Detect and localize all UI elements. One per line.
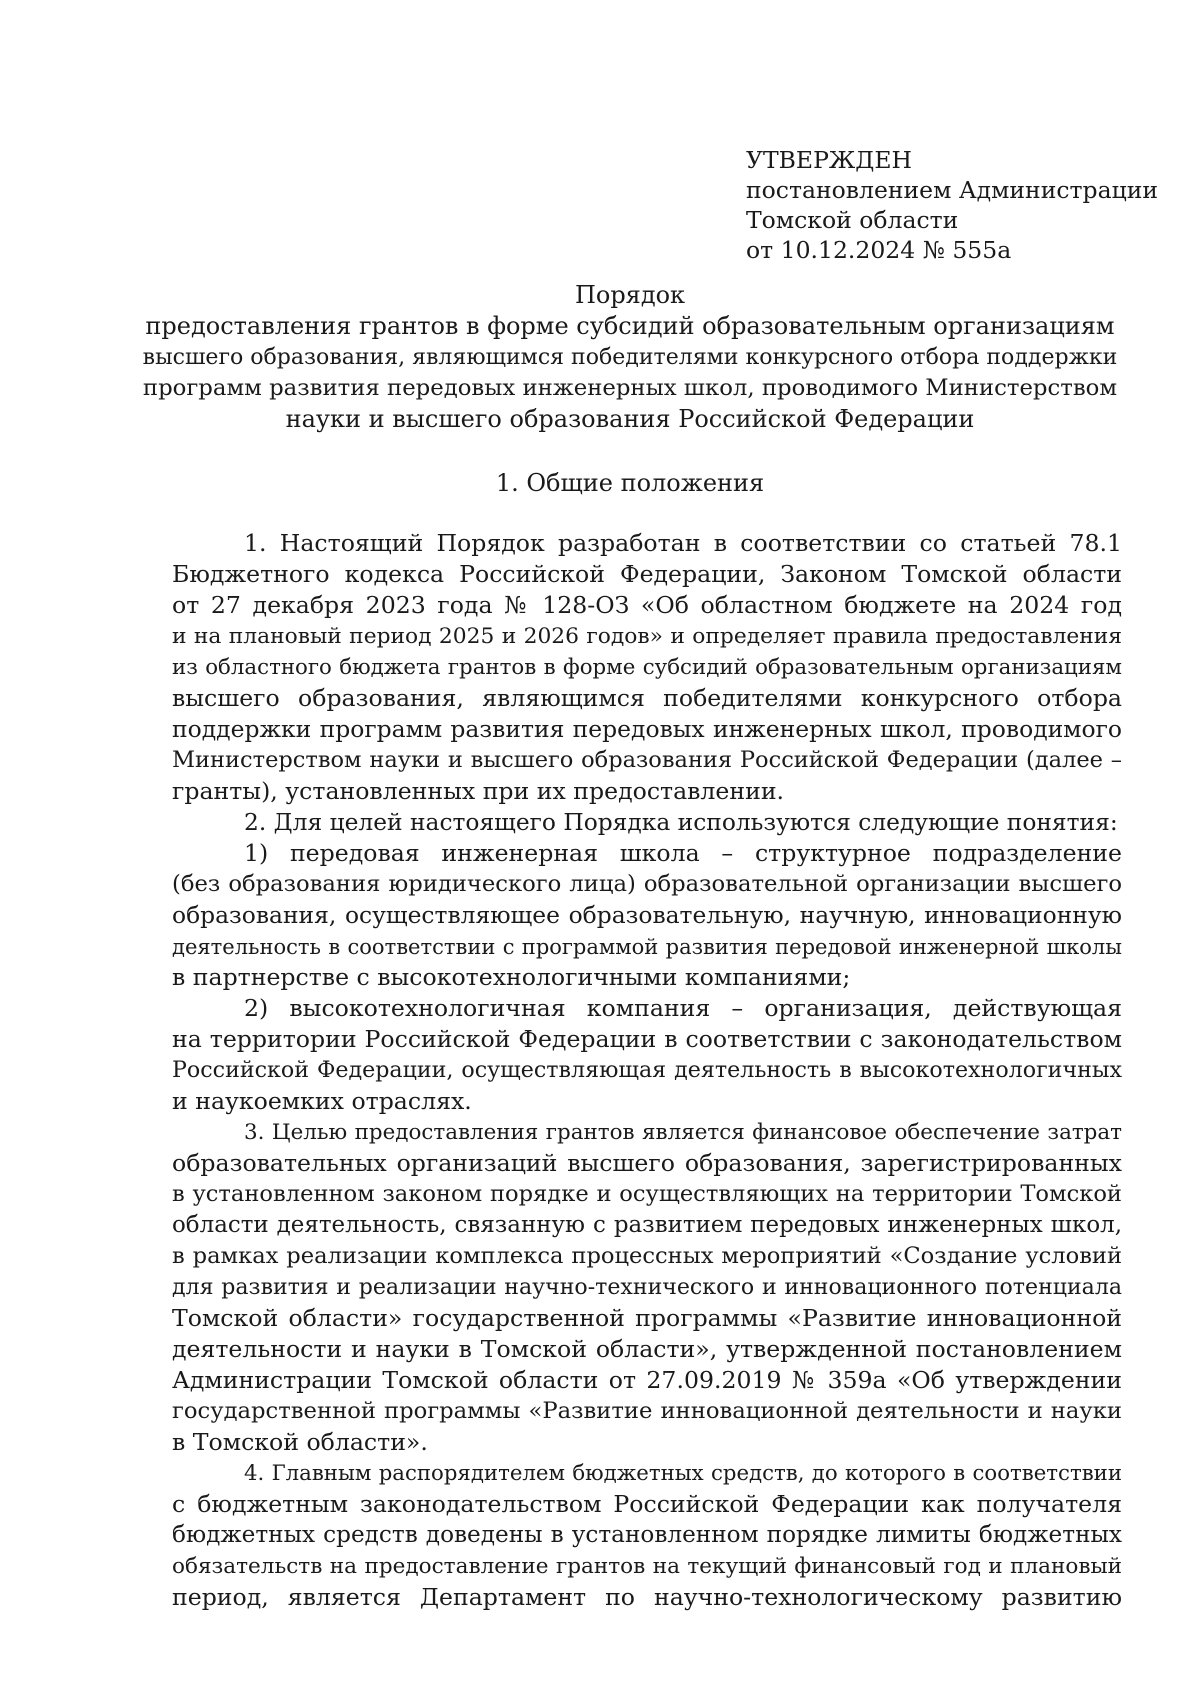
title-line: программ развития передовых инженерных школ, проводимого Министерством [142, 375, 1118, 401]
paragraph-line: Бюджетного кодекса Российской Федерации, Законом Томской области [172, 560, 1122, 588]
paragraph-line: период, является Департамент по научно-технологическому развитию [172, 1583, 1122, 1611]
paragraph-line: Администрации Томской области от 27.09.2019 № 359а «Об утверждении [172, 1366, 1122, 1394]
section-heading: 1. Общие положения [495, 469, 765, 497]
paragraph-line: в Томской области». [172, 1428, 428, 1456]
paragraph-line: из областного бюджета грантов в форме субсидий образовательным организациям [172, 655, 1122, 680]
paragraph-line: деятельность в соответствии с программой развития передовой инженерной школы [172, 934, 1122, 959]
approval-line: постановлением Администрации [746, 176, 1159, 204]
paragraph-line: 2) высокотехнологичная компания – организация, действующая [244, 994, 1122, 1022]
paragraph-line: с бюджетным законодательством Российской Федерации как получателя [172, 1490, 1122, 1518]
approval-stamp [746, 145, 1166, 265]
document-title [140, 280, 1120, 435]
paragraph-line: бюджетных средств доведены в установленном порядке лимиты бюджетных [172, 1522, 1122, 1548]
paragraph-line: высшего образования, являющимся победителями конкурсного отбора [172, 684, 1122, 712]
paragraph-line: 1. Настоящий Порядок разработан в соответствии со статьей 78.1 [244, 529, 1122, 557]
paragraph-line: области деятельность, связанную с развитием передовых инженерных школ, [172, 1212, 1122, 1238]
title-line: высшего образования, являющимся победителями конкурсного отбора поддержки [142, 345, 1118, 370]
paragraph-line: в рамках реализации комплекса процессных мероприятий «Создание условий [172, 1243, 1122, 1269]
approval-date: от 10.12.2024 № 555а [746, 236, 1012, 264]
paragraph-line: деятельности и науки в Томской области», утвержденной постановлением [172, 1335, 1122, 1363]
paragraph-line: и на плановый период 2025 и 2026 годов» и определяет правила предоставления [172, 624, 1122, 649]
title-line: Порядок [574, 281, 686, 309]
paragraph-line: Томской области» государственной программы «Развитие инновационной [172, 1304, 1122, 1332]
paragraph-line: поддержки программ развития передовых инженерных школ, проводимого [172, 715, 1122, 743]
paragraph-line: Российской Федерации, осуществляющая деятельность в высокотехнологичных [172, 1057, 1122, 1083]
title-line: науки и высшего образования Российской Федерации [285, 405, 975, 433]
paragraph-line: 3. Целью предоставления грантов является финансовое обеспечение затрат [244, 1120, 1122, 1145]
paragraph-line: Министерством науки и высшего образования Российской Федерации (далее – [172, 747, 1122, 773]
paragraph-line: образования, осуществляющее образовательную, научную, инновационную [172, 901, 1122, 929]
paragraph-line: 2. Для целей настоящего Порядка используются следующие понятия: [244, 808, 1118, 836]
paragraph-line: 4. Главным распорядителем бюджетных средств, до которого в соответствии [244, 1461, 1122, 1486]
title-line: предоставления грантов в форме субсидий образовательным организациям [145, 312, 1115, 340]
paragraph-line: 1) передовая инженерная школа – структурное подразделение [244, 839, 1122, 867]
paragraph-line: (без образования юридического лица) образовательной организации высшего [172, 871, 1122, 897]
paragraph-line: от 27 декабря 2023 года № 128-ОЗ «Об областном бюджете на 2024 год [172, 591, 1122, 619]
paragraph-line: на территории Российской Федерации в соответствии с законодательством [172, 1025, 1122, 1053]
approval-line: Томской области [746, 206, 959, 234]
approval-title: УТВЕРЖДЕН [746, 146, 913, 174]
paragraph-line: гранты), установленных при их предоставлении. [172, 777, 785, 805]
paragraph-line: в партнерстве с высокотехнологичными компаниями; [172, 963, 851, 991]
document-body [172, 528, 1122, 1613]
paragraph-line: образовательных организаций высшего образования, зарегистрированных [172, 1149, 1122, 1177]
paragraph-line: обязательств на предоставление грантов на текущий финансовый год и плановый [172, 1554, 1122, 1579]
paragraph-line: для развития и реализации научно-технического и инновационного потенциала [172, 1275, 1122, 1300]
paragraph-line: и наукоемких отраслях. [172, 1087, 472, 1115]
paragraph-line: государственной программы «Развитие инновационной деятельности и науки [172, 1398, 1122, 1424]
paragraph-line: в установленном законом порядке и осуществляющих на территории Томской [172, 1181, 1122, 1207]
